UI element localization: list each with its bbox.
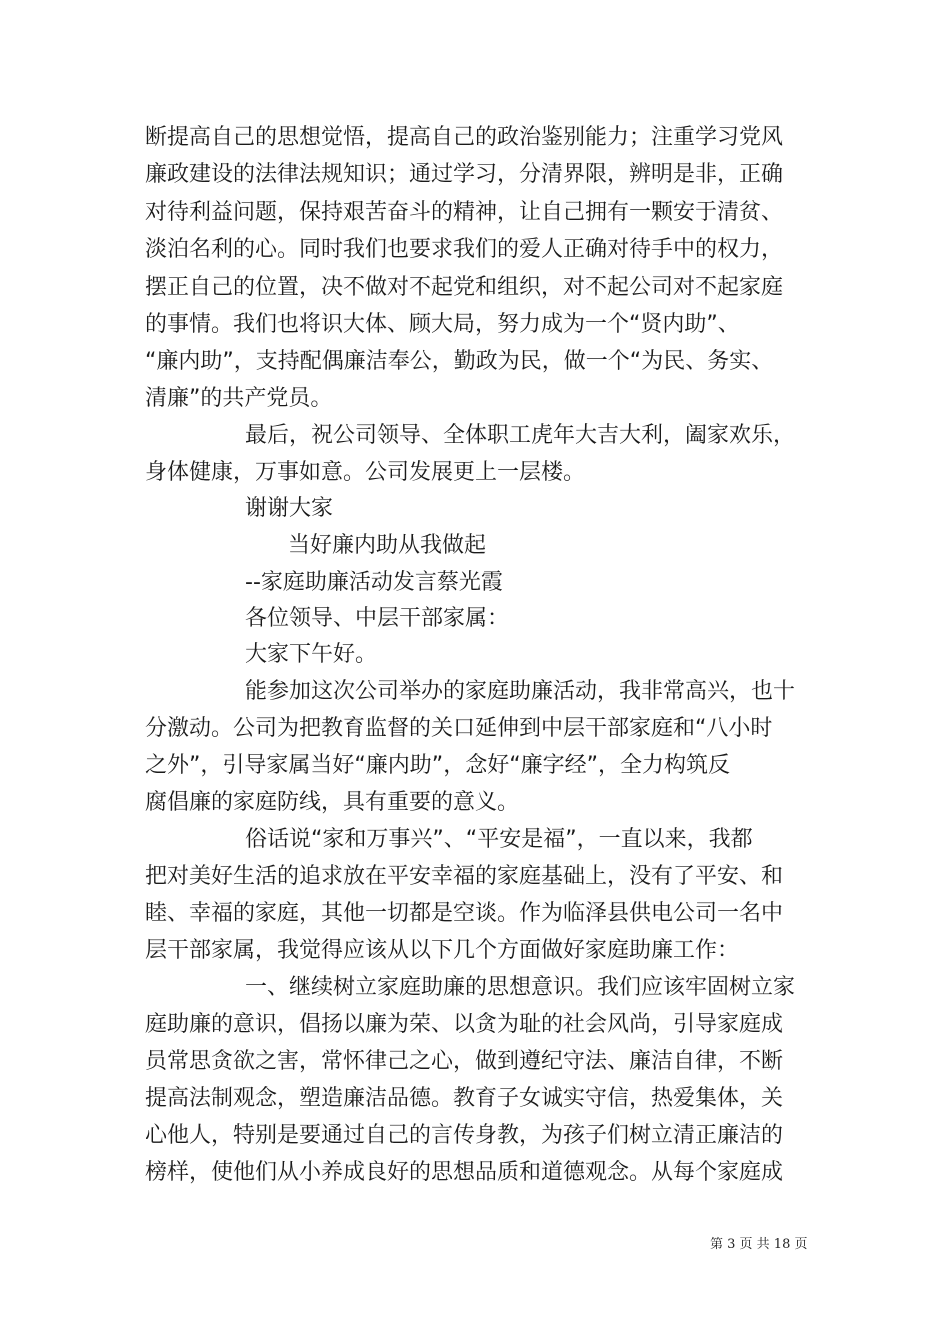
text-line: 腐倡廉的家庭防线，具有重要的意义。: [145, 790, 520, 815]
text-line: 身体健康，万事如意。公司发展更上一层楼。: [145, 460, 586, 485]
text-line: 俗话说“家和万事兴”、“平安是福”，一直以来，我都: [245, 827, 753, 852]
text-line: 员常思贪欲之害，常怀律己之心，做到遵纪守法、廉洁自律，不断: [145, 1049, 784, 1074]
salutation: 各位领导、中层干部家属：: [245, 606, 510, 631]
page-number: 第 3 页 共 18 页: [710, 1237, 808, 1252]
text-line: 摆正自己的位置，决不做对不起党和组织，对不起公司对不起家庭: [145, 275, 784, 300]
text-line: 的事情。我们也将识大体、顾大局，努力成为一个“贤内助”、: [145, 312, 740, 337]
speech-subtitle: --家庭助廉活动发言蔡光霞: [245, 570, 503, 595]
text-line: 廉政建设的法律法规知识；通过学习，分清界限，辨明是非，正确: [145, 162, 784, 187]
text-line: 能参加这次公司举办的家庭助廉活动，我非常高兴，也十: [245, 679, 796, 704]
text-line: “廉内助”，支持配偶廉洁奉公，勤政为民，做一个“为民、务实、: [145, 349, 774, 374]
text-line: 最后，祝公司领导、全体职工虎年大吉大利，阖家欢乐，: [245, 423, 796, 448]
text-line: 对待利益问题，保持艰苦奋斗的精神，让自己拥有一颗安于清贫、: [145, 200, 784, 225]
greeting: 大家下午好。: [245, 642, 378, 667]
text-line: 庭助廉的意识，倡扬以廉为荣、以贪为耻的社会风尚，引导家庭成: [145, 1012, 784, 1037]
text-line: 断提高自己的思想觉悟，提高自己的政治鉴别能力；注重学习党风: [145, 125, 784, 150]
text-line: 清廉”的共产党员。: [145, 386, 333, 411]
text-line: 把对美好生活的追求放在平安幸福的家庭基础上，没有了平安、和: [145, 864, 784, 889]
text-line: 层干部家属，我觉得应该从以下几个方面做好家庭助廉工作：: [145, 938, 740, 963]
text-line: 提高法制观念，塑造廉洁品德。教育子女诚实守信，热爱集体，关: [145, 1086, 784, 1111]
text-line: 分激动。公司为把教育监督的关口延伸到中层干部家庭和“八小时: [145, 716, 773, 741]
text-line: 榜样，使他们从小养成良好的思想品质和道德观念。从每个家庭成: [145, 1160, 784, 1185]
text-line: 心他人，特别是要通过自己的言传身教，为孩子们树立清正廉洁的: [145, 1123, 784, 1148]
text-line: 睦、幸福的家庭，其他一切都是空谈。作为临泽县供电公司一名中: [145, 901, 784, 926]
text-line: 淡泊名利的心。同时我们也要求我们的爱人正确对待手中的权力，: [145, 237, 784, 262]
text-line: 之外”，引导家属当好“廉内助”，念好“廉字经”，全力构筑反: [145, 753, 730, 778]
speech-title: 当好廉内助从我做起: [288, 533, 487, 558]
text-line: 一、继续树立家庭助廉的思想意识。我们应该牢固树立家: [245, 975, 796, 1000]
text-line: 谢谢大家: [245, 496, 334, 521]
